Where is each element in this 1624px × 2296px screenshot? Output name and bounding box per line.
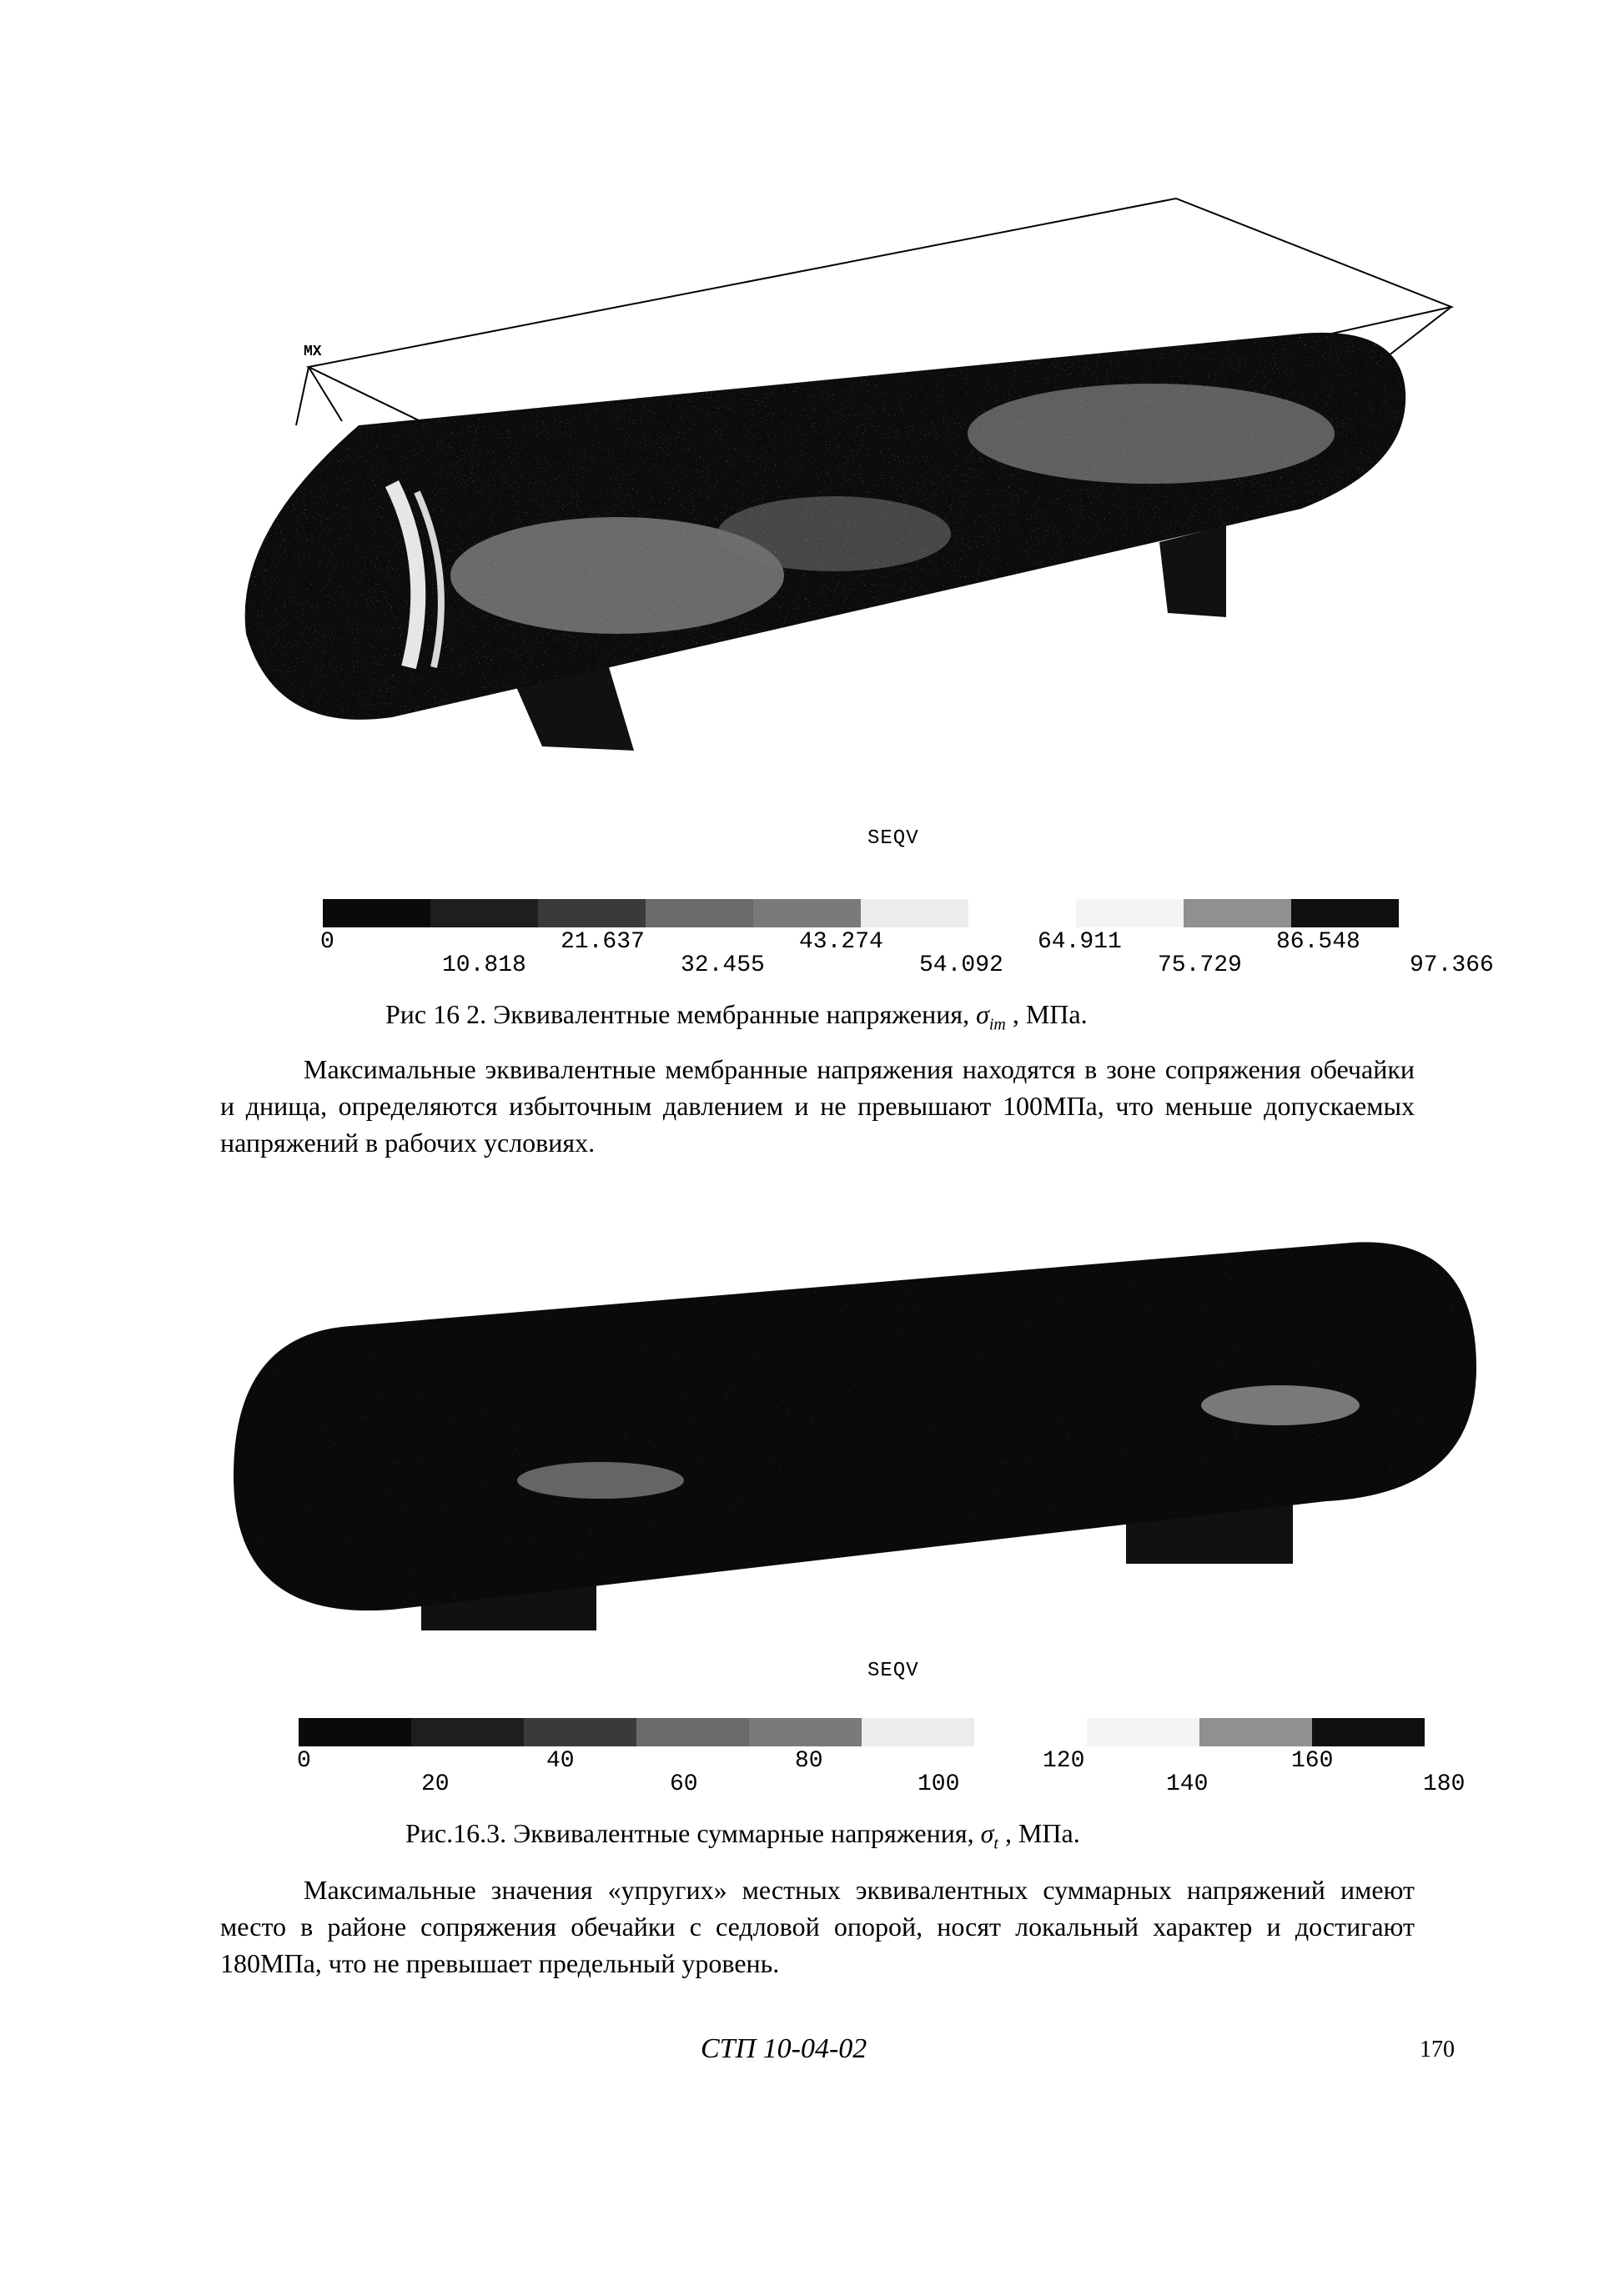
tick-label: 0 bbox=[297, 1748, 311, 1774]
tick-label: 10.818 bbox=[442, 952, 526, 978]
vessel-membrane-stress-plot bbox=[0, 0, 1624, 917]
figure-caption: Рис 16 2. Эквивалентные мембранные напряжения, $\sigma_{im}$ , МПа. bbox=[385, 999, 1088, 1034]
tick-label: 43.274 bbox=[799, 929, 883, 955]
tick-label: 21.637 bbox=[561, 929, 645, 955]
tick-label: 80 bbox=[795, 1748, 823, 1774]
vessel-body bbox=[234, 1242, 1476, 1610]
color-scale-bar bbox=[299, 1718, 1425, 1746]
tick-label: 140 bbox=[1166, 1771, 1209, 1797]
tick-label: 160 bbox=[1291, 1748, 1334, 1774]
body-paragraph: Максимальные значения «упругих» местных эквивалентных суммарных напряжений имеют место в районе сопряжения обечайки с седловой опорой, носят локальный характер и достигают 180МПа, что не превышает предельный уровень. bbox=[220, 1875, 1415, 1978]
color-scale-bar bbox=[323, 899, 1399, 927]
tick-label: 64.911 bbox=[1038, 929, 1122, 955]
figure-caption: Рис.16.3. Эквивалентные суммарные напряжения, $\sigma_t$ , МПа. bbox=[405, 1818, 1080, 1853]
tick-label: 100 bbox=[918, 1771, 960, 1797]
tick-label: 120 bbox=[1043, 1748, 1085, 1774]
tick-label: 0 bbox=[320, 929, 334, 955]
tick-label: 54.092 bbox=[919, 952, 1003, 978]
tick-label: 60 bbox=[670, 1771, 698, 1797]
tick-label: 32.455 bbox=[681, 952, 765, 978]
tick-label: 20 bbox=[421, 1771, 450, 1797]
page-number: 170 bbox=[1420, 2037, 1455, 2062]
saddle-support-right bbox=[1159, 525, 1226, 617]
legend-title: SEQV bbox=[867, 1660, 919, 1682]
saddle-support-right bbox=[1126, 1497, 1293, 1564]
tick-label: 40 bbox=[546, 1748, 575, 1774]
mx-marker: MX bbox=[304, 344, 322, 360]
saddle-support-left bbox=[421, 1568, 596, 1630]
tick-label: 97.366 bbox=[1410, 952, 1494, 978]
legend-title: SEQV bbox=[867, 827, 919, 850]
tick-label: 75.729 bbox=[1158, 952, 1242, 978]
document-code: СТП 10-04-02 bbox=[701, 2033, 867, 2064]
body-paragraph: Максимальные эквивалентные мембранные напряжения находятся в зоне сопряжения обечайки и днища, определяются избыточным давлением и не превышают 100МПа, что меньше допускаемых напряжений в рабочих условиях. bbox=[220, 1054, 1415, 1158]
tick-label: 180 bbox=[1423, 1771, 1466, 1797]
tick-label: 86.548 bbox=[1276, 929, 1360, 955]
